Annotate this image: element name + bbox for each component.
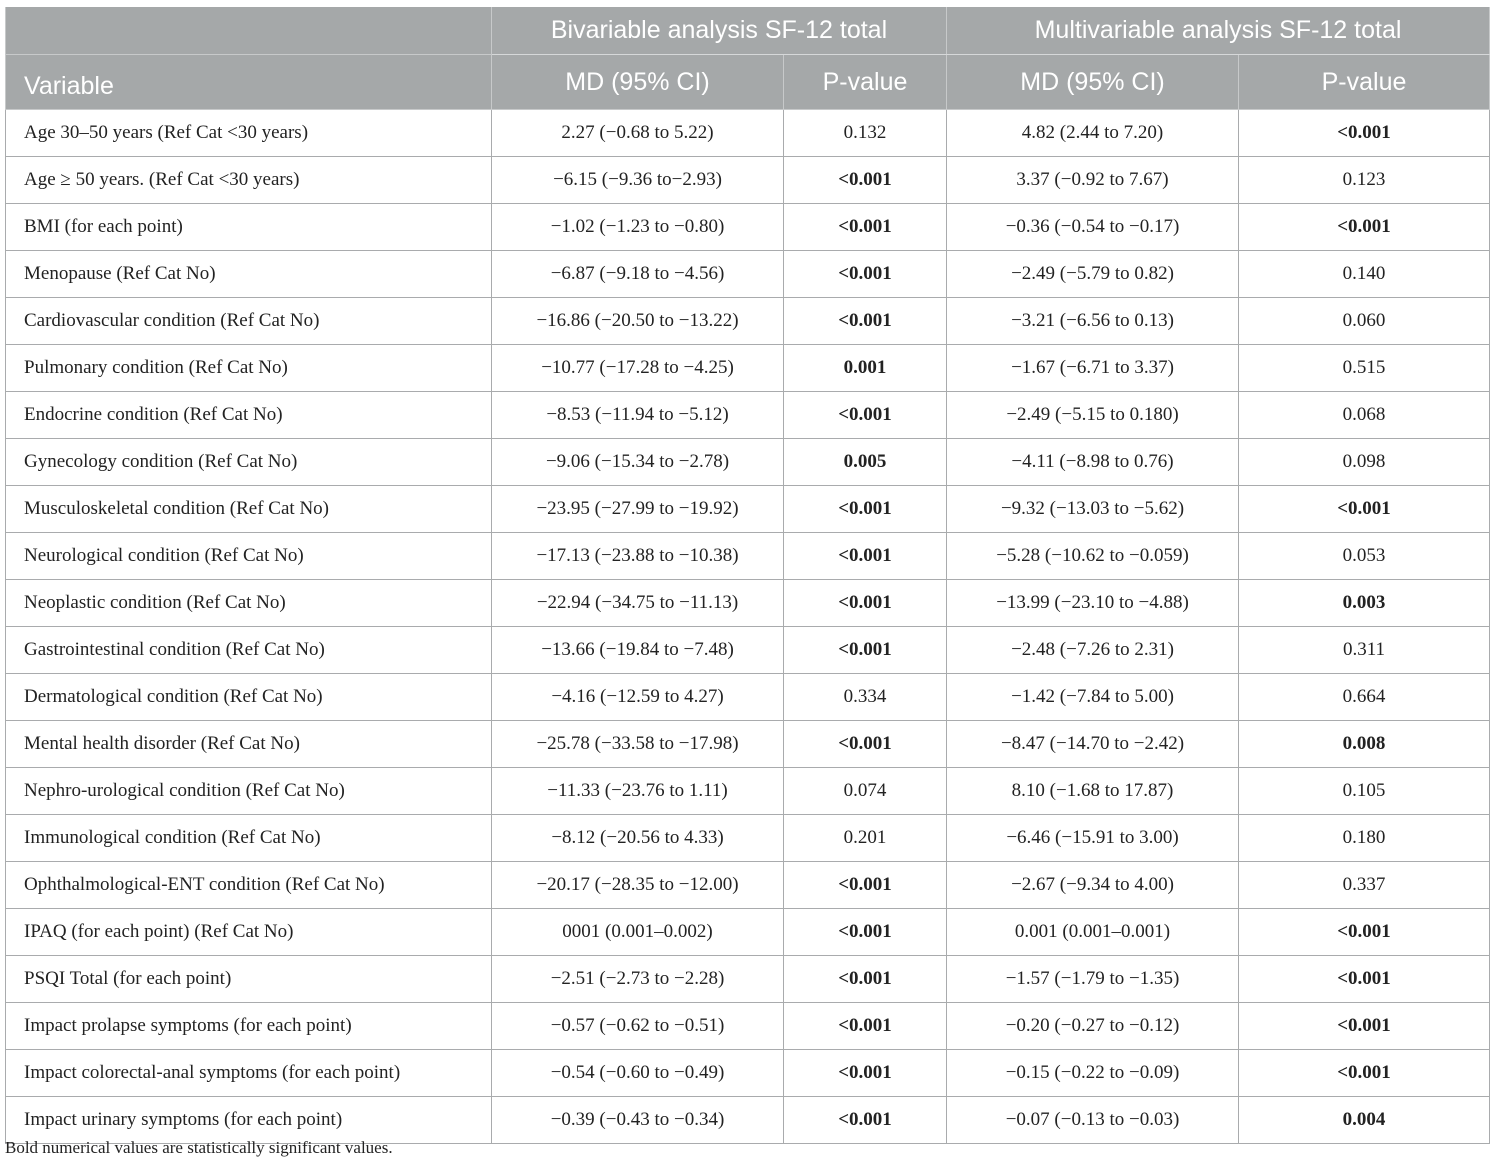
cell-multivariable-md: −0.20 (−0.27 to −0.12) xyxy=(947,1003,1239,1050)
cell-multivariable-pvalue: <0.001 xyxy=(1239,486,1490,533)
table-row xyxy=(6,580,1490,627)
cell-bivariable-pvalue: <0.001 xyxy=(784,721,947,768)
table-row xyxy=(6,486,1490,533)
cell-multivariable-md: −2.49 (−5.15 to 0.180) xyxy=(947,392,1239,439)
cell-multivariable-pvalue: 0.337 xyxy=(1239,862,1490,909)
cell-variable: Musculoskeletal condition (Ref Cat No) xyxy=(6,486,492,533)
cell-bivariable-pvalue: <0.001 xyxy=(784,533,947,580)
cell-variable: Immunological condition (Ref Cat No) xyxy=(6,815,492,862)
results-table xyxy=(5,7,1490,1144)
cell-bivariable-md: −4.16 (−12.59 to 4.27) xyxy=(492,674,784,721)
cell-bivariable-md: −9.06 (−15.34 to −2.78) xyxy=(492,439,784,486)
cell-multivariable-pvalue: 0.515 xyxy=(1239,345,1490,392)
table-row xyxy=(6,721,1490,768)
cell-multivariable-pvalue: 0.068 xyxy=(1239,392,1490,439)
table-row xyxy=(6,204,1490,251)
cell-multivariable-pvalue: 0.053 xyxy=(1239,533,1490,580)
cell-variable: Impact colorectal-anal symptoms (for each point) xyxy=(6,1050,492,1097)
cell-multivariable-pvalue: 0.060 xyxy=(1239,298,1490,345)
cell-bivariable-pvalue: <0.001 xyxy=(784,298,947,345)
cell-multivariable-pvalue: <0.001 xyxy=(1239,956,1490,1003)
cell-bivariable-pvalue: <0.001 xyxy=(784,909,947,956)
cell-multivariable-md: 0.001 (0.001–0.001) xyxy=(947,909,1239,956)
cell-variable: IPAQ (for each point) (Ref Cat No) xyxy=(6,909,492,956)
table-row xyxy=(6,439,1490,486)
cell-variable: Nephro-urological condition (Ref Cat No) xyxy=(6,768,492,815)
cell-bivariable-md: −0.39 (−0.43 to −0.34) xyxy=(492,1097,784,1144)
cell-multivariable-md: −4.11 (−8.98 to 0.76) xyxy=(947,439,1239,486)
cell-multivariable-md: −8.47 (−14.70 to −2.42) xyxy=(947,721,1239,768)
cell-multivariable-pvalue: 0.008 xyxy=(1239,721,1490,768)
cell-variable: Pulmonary condition (Ref Cat No) xyxy=(6,345,492,392)
cell-bivariable-md: −17.13 (−23.88 to −10.38) xyxy=(492,533,784,580)
table-row xyxy=(6,1050,1490,1097)
cell-variable: Mental health disorder (Ref Cat No) xyxy=(6,721,492,768)
cell-bivariable-md: −11.33 (−23.76 to 1.11) xyxy=(492,768,784,815)
table-row xyxy=(6,627,1490,674)
cell-variable: BMI (for each point) xyxy=(6,204,492,251)
cell-multivariable-pvalue: <0.001 xyxy=(1239,204,1490,251)
cell-multivariable-pvalue: 0.004 xyxy=(1239,1097,1490,1144)
column-header-bi-md: MD (95% CI) xyxy=(492,55,784,110)
cell-bivariable-md: −0.54 (−0.60 to −0.49) xyxy=(492,1050,784,1097)
cell-multivariable-pvalue: <0.001 xyxy=(1239,1003,1490,1050)
cell-multivariable-pvalue: 0.123 xyxy=(1239,157,1490,204)
cell-bivariable-pvalue: <0.001 xyxy=(784,251,947,298)
cell-multivariable-pvalue: 0.664 xyxy=(1239,674,1490,721)
results-table-container xyxy=(5,7,1489,1144)
cell-bivariable-pvalue: 0.334 xyxy=(784,674,947,721)
cell-multivariable-pvalue: <0.001 xyxy=(1239,1050,1490,1097)
cell-bivariable-md: −10.77 (−17.28 to −4.25) xyxy=(492,345,784,392)
cell-multivariable-md: −0.15 (−0.22 to −0.09) xyxy=(947,1050,1239,1097)
column-header-bi-pvalue: P-value xyxy=(784,55,947,110)
table-row xyxy=(6,298,1490,345)
cell-bivariable-md: −23.95 (−27.99 to −19.92) xyxy=(492,486,784,533)
cell-bivariable-md: −16.86 (−20.50 to −13.22) xyxy=(492,298,784,345)
table-row xyxy=(6,862,1490,909)
cell-bivariable-pvalue: <0.001 xyxy=(784,862,947,909)
cell-multivariable-md: −13.99 (−23.10 to −4.88) xyxy=(947,580,1239,627)
table-row xyxy=(6,110,1490,157)
cell-multivariable-md: −6.46 (−15.91 to 3.00) xyxy=(947,815,1239,862)
cell-bivariable-md: 2.27 (−0.68 to 5.22) xyxy=(492,110,784,157)
cell-variable: Cardiovascular condition (Ref Cat No) xyxy=(6,298,492,345)
table-row xyxy=(6,768,1490,815)
table-row xyxy=(6,909,1490,956)
header-blank-cell xyxy=(6,7,492,55)
cell-multivariable-pvalue: 0.003 xyxy=(1239,580,1490,627)
cell-bivariable-pvalue: <0.001 xyxy=(784,956,947,1003)
table-footnote: Bold numerical values are statistically significant values. xyxy=(5,1138,393,1157)
cell-variable: Neurological condition (Ref Cat No) xyxy=(6,533,492,580)
cell-multivariable-pvalue: 0.098 xyxy=(1239,439,1490,486)
cell-variable: Age 30–50 years (Ref Cat <30 years) xyxy=(6,110,492,157)
cell-variable: Impact prolapse symptoms (for each point) xyxy=(6,1003,492,1050)
cell-bivariable-md: −0.57 (−0.62 to −0.51) xyxy=(492,1003,784,1050)
cell-multivariable-md: −9.32 (−13.03 to −5.62) xyxy=(947,486,1239,533)
cell-variable: PSQI Total (for each point) xyxy=(6,956,492,1003)
cell-variable: Impact urinary symptoms (for each point) xyxy=(6,1097,492,1144)
cell-variable: Ophthalmological-ENT condition (Ref Cat No) xyxy=(6,862,492,909)
cell-bivariable-md: −20.17 (−28.35 to −12.00) xyxy=(492,862,784,909)
table-row xyxy=(6,1097,1490,1144)
cell-variable: Neoplastic condition (Ref Cat No) xyxy=(6,580,492,627)
cell-bivariable-pvalue: <0.001 xyxy=(784,157,947,204)
cell-bivariable-md: −22.94 (−34.75 to −11.13) xyxy=(492,580,784,627)
cell-bivariable-md: −6.87 (−9.18 to −4.56) xyxy=(492,251,784,298)
cell-bivariable-pvalue: <0.001 xyxy=(784,204,947,251)
cell-multivariable-md: −1.67 (−6.71 to 3.37) xyxy=(947,345,1239,392)
column-header-multi-pvalue: P-value xyxy=(1239,55,1490,110)
cell-bivariable-pvalue: 0.132 xyxy=(784,110,947,157)
cell-bivariable-md: −13.66 (−19.84 to −7.48) xyxy=(492,627,784,674)
cell-bivariable-pvalue: 0.005 xyxy=(784,439,947,486)
table-row xyxy=(6,674,1490,721)
table-row xyxy=(6,251,1490,298)
cell-bivariable-pvalue: <0.001 xyxy=(784,392,947,439)
group-header-multivariable: Multivariable analysis SF-12 total xyxy=(947,7,1490,55)
cell-multivariable-md: −3.21 (−6.56 to 0.13) xyxy=(947,298,1239,345)
cell-variable: Menopause (Ref Cat No) xyxy=(6,251,492,298)
table-row xyxy=(6,345,1490,392)
cell-multivariable-pvalue: <0.001 xyxy=(1239,110,1490,157)
cell-bivariable-md: −8.53 (−11.94 to −5.12) xyxy=(492,392,784,439)
cell-multivariable-pvalue: <0.001 xyxy=(1239,909,1490,956)
cell-bivariable-pvalue: 0.074 xyxy=(784,768,947,815)
cell-variable: Gastrointestinal condition (Ref Cat No) xyxy=(6,627,492,674)
column-header-multi-md: MD (95% CI) xyxy=(947,55,1239,110)
table-row xyxy=(6,956,1490,1003)
cell-multivariable-pvalue: 0.140 xyxy=(1239,251,1490,298)
cell-bivariable-pvalue: <0.001 xyxy=(784,1097,947,1144)
cell-multivariable-md: −0.07 (−0.13 to −0.03) xyxy=(947,1097,1239,1144)
cell-multivariable-md: 4.82 (2.44 to 7.20) xyxy=(947,110,1239,157)
cell-bivariable-pvalue: <0.001 xyxy=(784,1003,947,1050)
cell-bivariable-pvalue: <0.001 xyxy=(784,580,947,627)
cell-bivariable-md: −2.51 (−2.73 to −2.28) xyxy=(492,956,784,1003)
cell-bivariable-md: −6.15 (−9.36 to−2.93) xyxy=(492,157,784,204)
cell-variable: Age ≥ 50 years. (Ref Cat <30 years) xyxy=(6,157,492,204)
cell-bivariable-md: −25.78 (−33.58 to −17.98) xyxy=(492,721,784,768)
cell-bivariable-md: −8.12 (−20.56 to 4.33) xyxy=(492,815,784,862)
column-header-variable: Variable xyxy=(6,55,492,110)
cell-multivariable-pvalue: 0.311 xyxy=(1239,627,1490,674)
cell-bivariable-pvalue: <0.001 xyxy=(784,1050,947,1097)
cell-multivariable-md: −2.49 (−5.79 to 0.82) xyxy=(947,251,1239,298)
cell-bivariable-pvalue: 0.201 xyxy=(784,815,947,862)
cell-multivariable-md: −2.48 (−7.26 to 2.31) xyxy=(947,627,1239,674)
cell-multivariable-md: −0.36 (−0.54 to −0.17) xyxy=(947,204,1239,251)
cell-bivariable-pvalue: <0.001 xyxy=(784,486,947,533)
cell-bivariable-md: 0001 (0.001–0.002) xyxy=(492,909,784,956)
table-row xyxy=(6,392,1490,439)
cell-multivariable-md: −1.42 (−7.84 to 5.00) xyxy=(947,674,1239,721)
cell-bivariable-pvalue: <0.001 xyxy=(784,627,947,674)
cell-multivariable-pvalue: 0.180 xyxy=(1239,815,1490,862)
cell-bivariable-pvalue: 0.001 xyxy=(784,345,947,392)
table-body xyxy=(6,110,1490,1144)
cell-multivariable-md: −1.57 (−1.79 to −1.35) xyxy=(947,956,1239,1003)
cell-variable: Gynecology condition (Ref Cat No) xyxy=(6,439,492,486)
cell-variable: Endocrine condition (Ref Cat No) xyxy=(6,392,492,439)
cell-multivariable-md: 8.10 (−1.68 to 17.87) xyxy=(947,768,1239,815)
table-header xyxy=(6,7,1490,110)
cell-bivariable-md: −1.02 (−1.23 to −0.80) xyxy=(492,204,784,251)
table-row xyxy=(6,533,1490,580)
cell-variable: Dermatological condition (Ref Cat No) xyxy=(6,674,492,721)
table-row xyxy=(6,157,1490,204)
table-row xyxy=(6,815,1490,862)
cell-multivariable-md: −5.28 (−10.62 to −0.059) xyxy=(947,533,1239,580)
cell-multivariable-pvalue: 0.105 xyxy=(1239,768,1490,815)
cell-multivariable-md: 3.37 (−0.92 to 7.67) xyxy=(947,157,1239,204)
group-header-bivariable: Bivariable analysis SF-12 total xyxy=(492,7,947,55)
cell-multivariable-md: −2.67 (−9.34 to 4.00) xyxy=(947,862,1239,909)
table-row xyxy=(6,1003,1490,1050)
